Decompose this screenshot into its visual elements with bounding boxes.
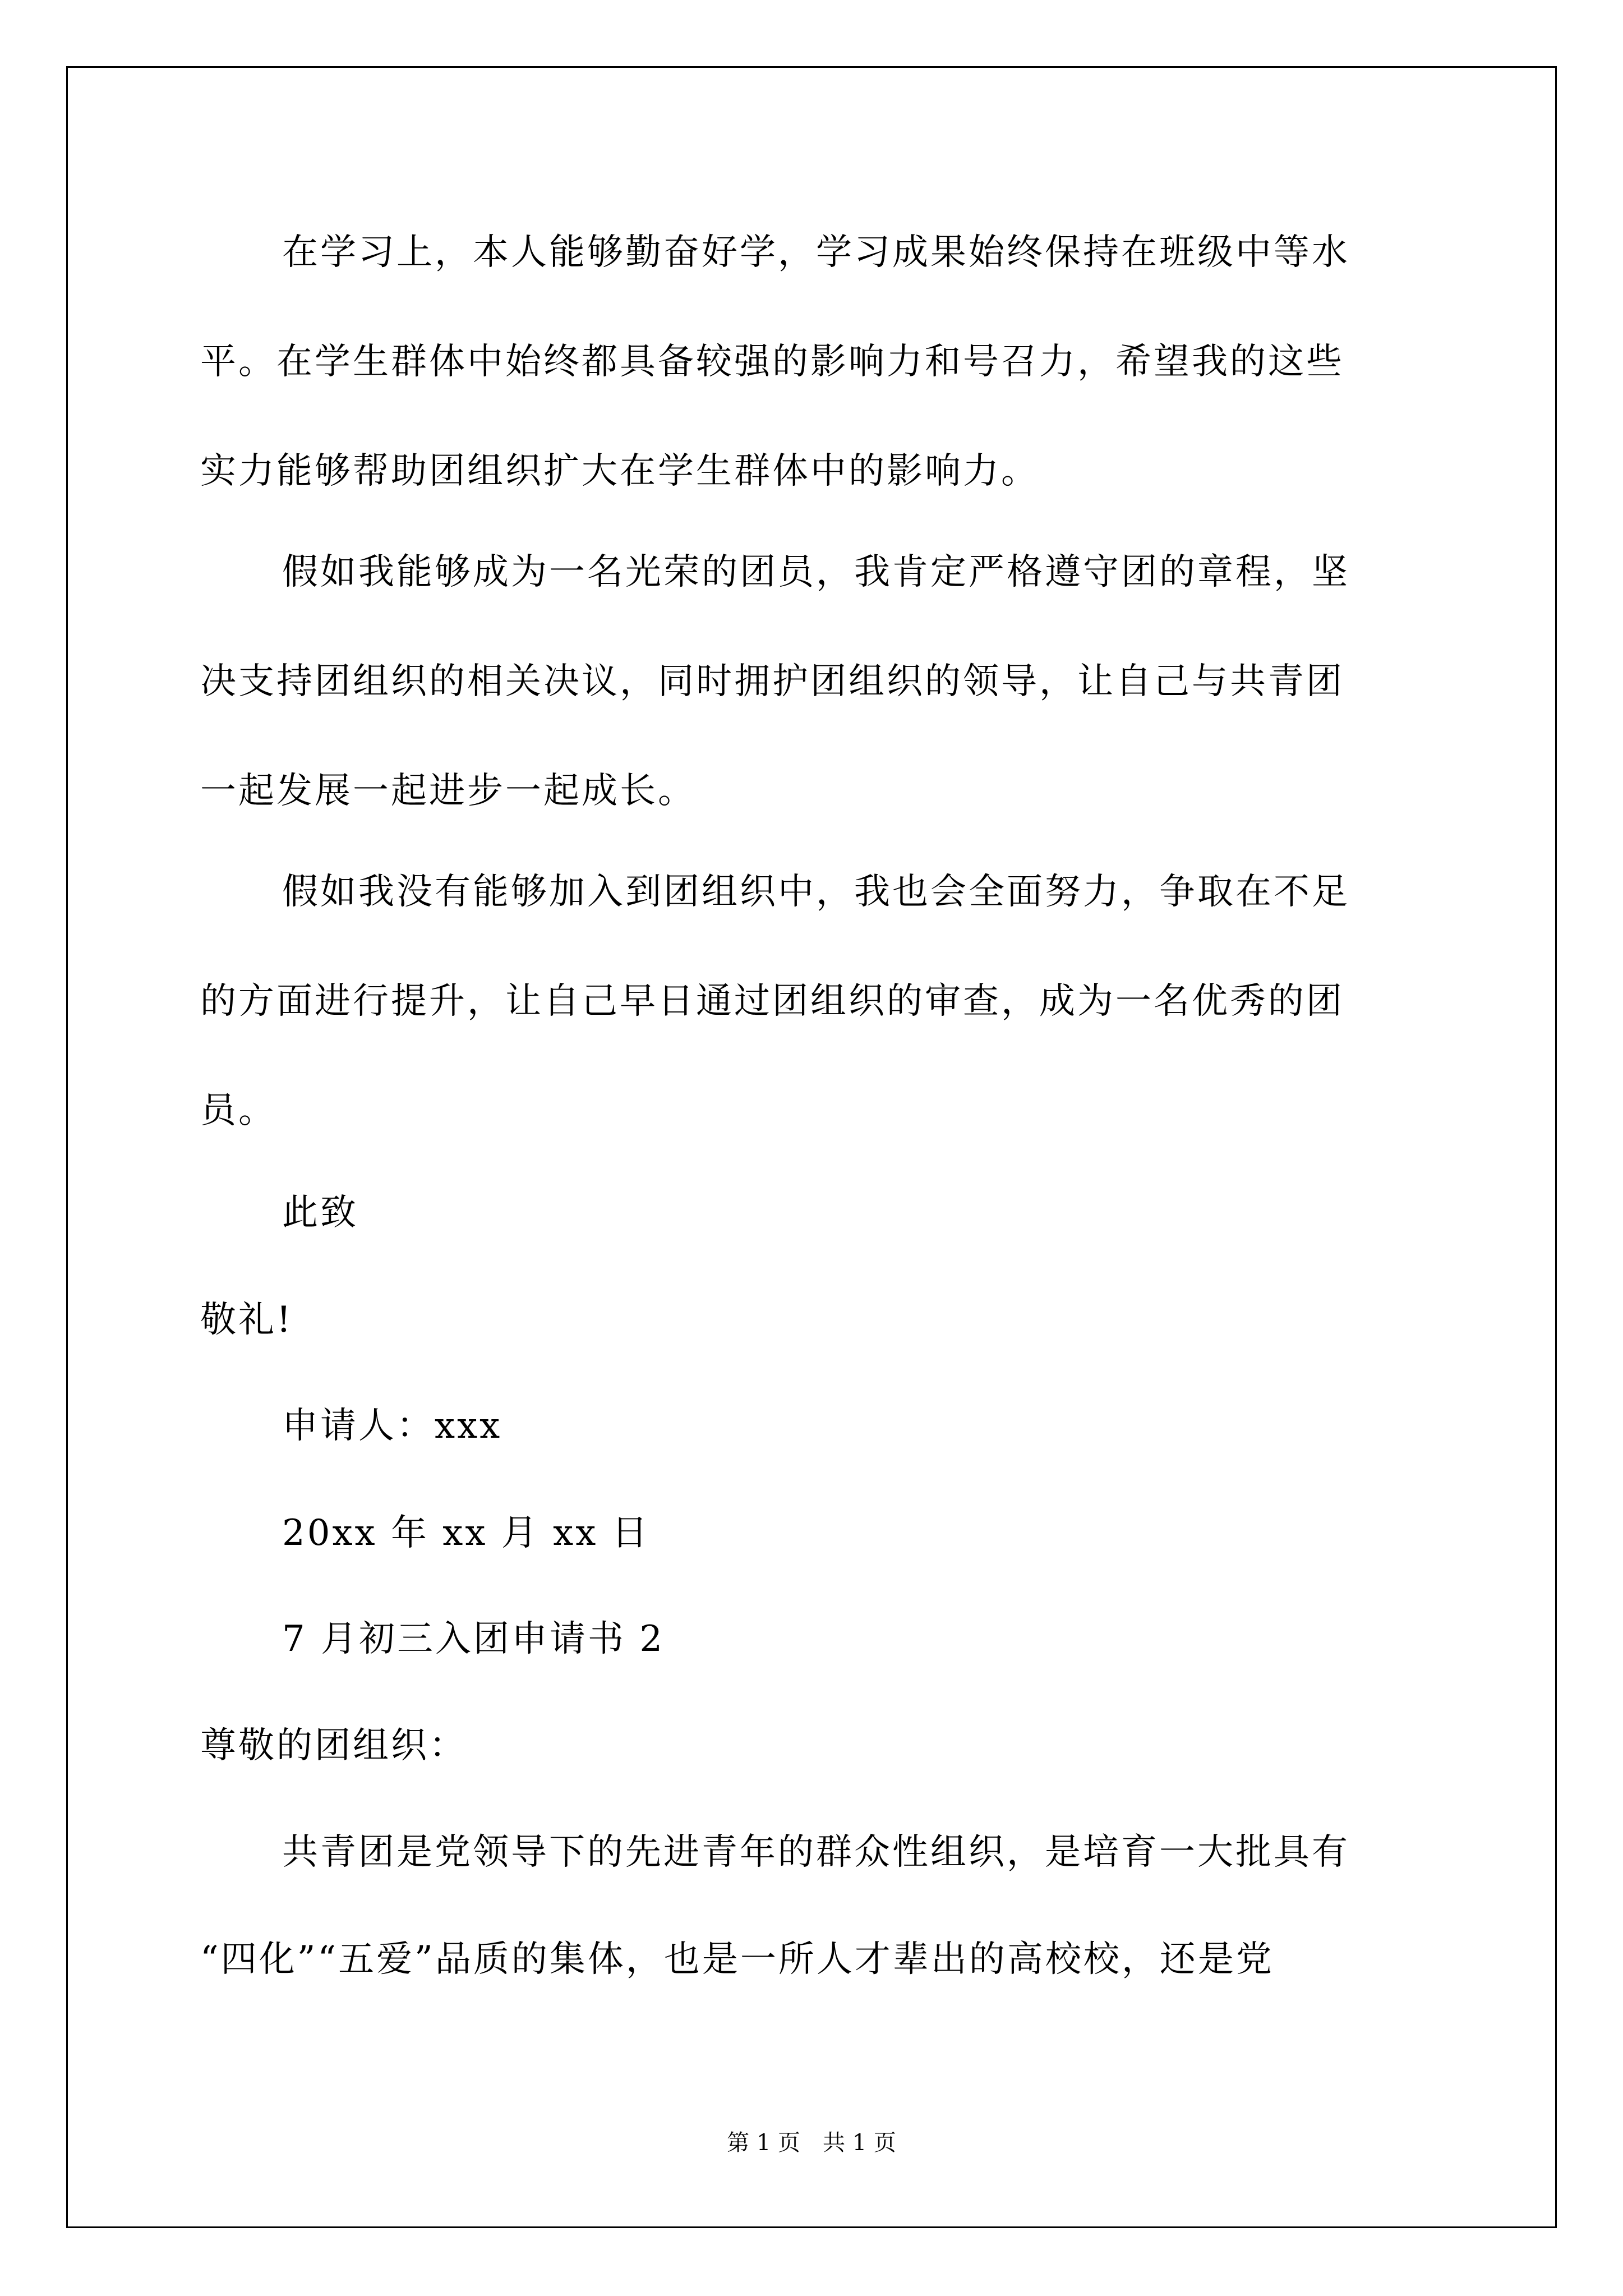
paragraph-line: 在学习上，本人能够勤奋好学，学习成果始终保持在班级中等水 xyxy=(282,232,1350,273)
applicant-line: 申请人：xxx xyxy=(282,1405,502,1447)
date-line: 20xx 年 xx 月 xx 日 xyxy=(282,1512,650,1554)
paragraph-line: 的方面进行提升，让自己早日通过团组织的审查，成为一名优秀的团 xyxy=(200,981,1344,1022)
paragraph-line: 共青团是党领导下的先进青年的群众性组织，是培育一大批具有 xyxy=(282,1832,1350,1873)
paragraph-line: 假如我没有能够加入到团组织中，我也会全面努力，争取在不足 xyxy=(282,871,1350,913)
page-number: 第 1 页 共 1 页 xyxy=(727,2130,896,2156)
paragraph-line: “四化”“五爱”品质的集体，也是一所人才辈出的高校校，还是党 xyxy=(200,1939,1274,1980)
paragraph-line: 实力能够帮助团组织扩大在学生群体中的影响力。 xyxy=(200,450,1039,492)
greeting-line: 尊敬的团组织： xyxy=(200,1725,467,1766)
paragraph-line: 平。在学生群体中始终都具备较强的影响力和号召力，希望我的这些 xyxy=(200,341,1344,383)
paragraph-line: 假如我能够成为一名光荣的团员，我肯定严格遵守团的章程，坚 xyxy=(282,551,1350,593)
page-border xyxy=(66,66,1557,2228)
section-title: 7 月初三入团申请书 2 xyxy=(282,1618,665,1660)
paragraph-line: 一起发展一起进步一起成长。 xyxy=(200,770,696,812)
salutation-line: 敬礼! xyxy=(200,1299,293,1341)
paragraph-line: 决支持团组织的相关决议，同时拥护团组织的领导，让自己与共青团 xyxy=(200,661,1344,702)
paragraph-line: 员。 xyxy=(200,1090,276,1131)
closing-line: 此致 xyxy=(282,1192,358,1234)
